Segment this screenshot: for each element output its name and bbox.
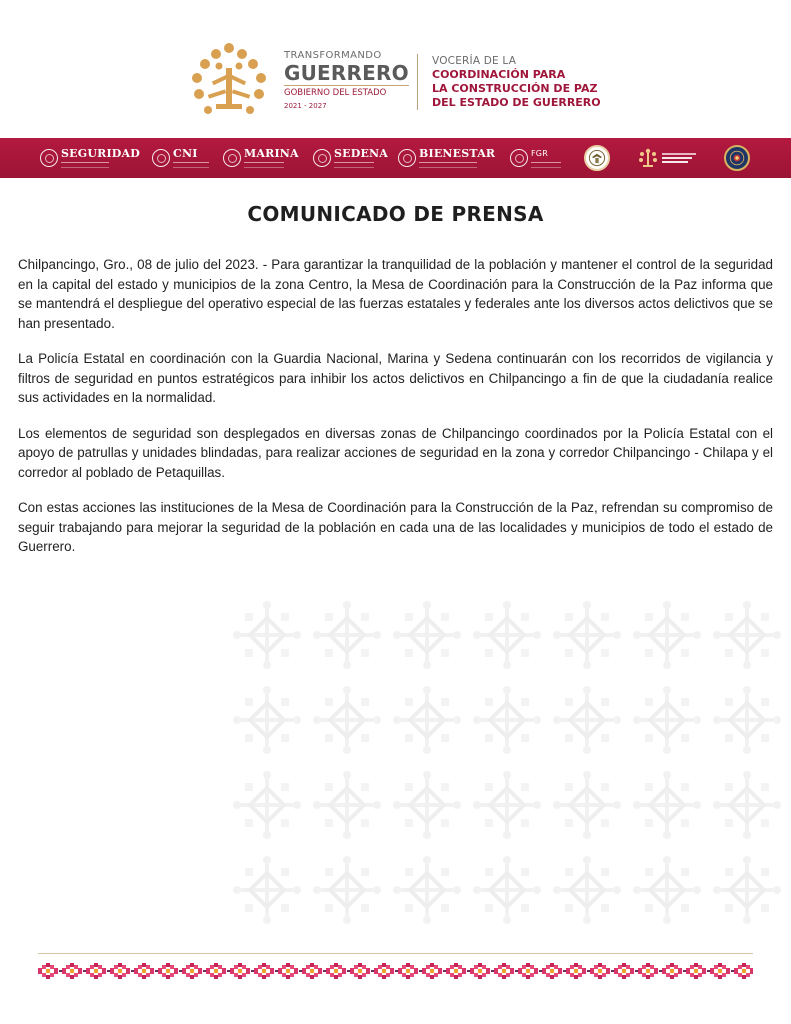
voceria-heading (432, 54, 632, 110)
institution-name: CNI (173, 147, 198, 160)
letterhead (0, 0, 791, 130)
institution-bienestar (398, 138, 495, 178)
guerrero-tree-logo-icon (186, 38, 272, 120)
voceria-line-4: DEL ESTADO DE GUERRERO (432, 96, 601, 109)
paragraph: Los elementos de seguridad son desplegados en diversas zonas de Chilpancingo coordinados por la Policía Estatal con el apoyo de patrullas y unidades blindadas, para realizar acciones de seguridad en la zona y corredor Chilpancingo - Chilapa y el corredor al poblado de Petaquillas. (18, 425, 773, 480)
cni-seal-icon (152, 149, 170, 167)
paragraph: Chilpancingo, Gro., 08 de julio del 2023. - Para garantizar la tranquilidad de la población y mantener el control de la seguridad en la capital del estado y municipios de la zona Centro, la Mesa de Coordinación para la Construcción de la Paz informa que se mantendrá el despliegue del operativo especial de las fuerzas estatales y federales ante los diversos actos delictivos que se han presentado. (18, 257, 773, 331)
voceria-line-3: LA CONSTRUCCIÓN DE PAZ (432, 82, 598, 95)
institution-fgr (510, 138, 561, 178)
gov-state-name: GUERRERO (284, 61, 409, 85)
press-release-body (18, 255, 773, 573)
fgr-seal-icon (510, 149, 528, 167)
sedena-seal-icon (313, 149, 331, 167)
institution-subtitle-lines (531, 162, 561, 168)
gov-term-years: 2021 - 2027 (284, 102, 327, 110)
seguridad-publica-logo-icon (637, 138, 696, 178)
guardia-nacional-badge-icon (584, 145, 610, 171)
embroidery-border-pattern (38, 961, 753, 981)
press-release-title: COMUNICADO DE PRENSA (247, 202, 544, 226)
policia-estatal-badge-icon (724, 145, 750, 171)
marina-seal-icon (223, 149, 241, 167)
seguridad-publica-text-lines (662, 152, 696, 164)
header-divider (417, 54, 418, 110)
ethnic-pattern-watermark (225, 595, 791, 940)
bienestar-seal-icon (398, 149, 416, 167)
institution-cni (152, 138, 209, 178)
institution-name: FGR (531, 149, 548, 158)
institution-name: SEGURIDAD (61, 147, 141, 160)
institution-name: MARINA (244, 147, 299, 160)
institution-name: BIENESTAR (419, 147, 496, 160)
gov-government-label: GOBIERNO DEL ESTADO (284, 85, 409, 99)
institution-subtitle-lines (61, 162, 109, 168)
institution-name: SEDENA (334, 147, 389, 160)
voceria-line-2: COORDINACIÓN PARA (432, 68, 566, 81)
institution-seguridad (40, 138, 140, 178)
institution-sedena (313, 138, 388, 178)
institution-subtitle-lines (244, 162, 284, 168)
footer-divider (38, 953, 753, 954)
institution-subtitle-lines (419, 162, 477, 168)
institution-marina (223, 138, 299, 178)
seguridad-publica-emblem-icon (637, 147, 659, 169)
gov-tagline: TRANSFORMANDO (284, 50, 382, 61)
paragraph: Con estas acciones las instituciones de la Mesa de Coordinación para la Construcción de la Paz, refrendan su compromiso de seguir trabajando para mejorar la seguridad de la población en cada una de las localidades y municipios de todo el estado de Guerrero. (18, 500, 773, 554)
paragraph: La Policía Estatal en coordinación con la Guardia Nacional, Marina y Sedena continuarán con los recorridos de vigilancia y filtros de seguridad en puntos estratégicos para inhibir los actos delictivos en Chilpancingo a fin de que la ciudadanía realice sus actividades en la normalidad. (18, 351, 773, 405)
seguridad-seal-icon (40, 149, 58, 167)
institution-subtitle-lines (173, 162, 209, 168)
institution-subtitle-lines (334, 162, 374, 168)
voceria-line-1: VOCERÍA DE LA (432, 55, 517, 67)
gobierno-guerrero-wordmark (284, 50, 409, 111)
institutions-band (0, 138, 791, 178)
